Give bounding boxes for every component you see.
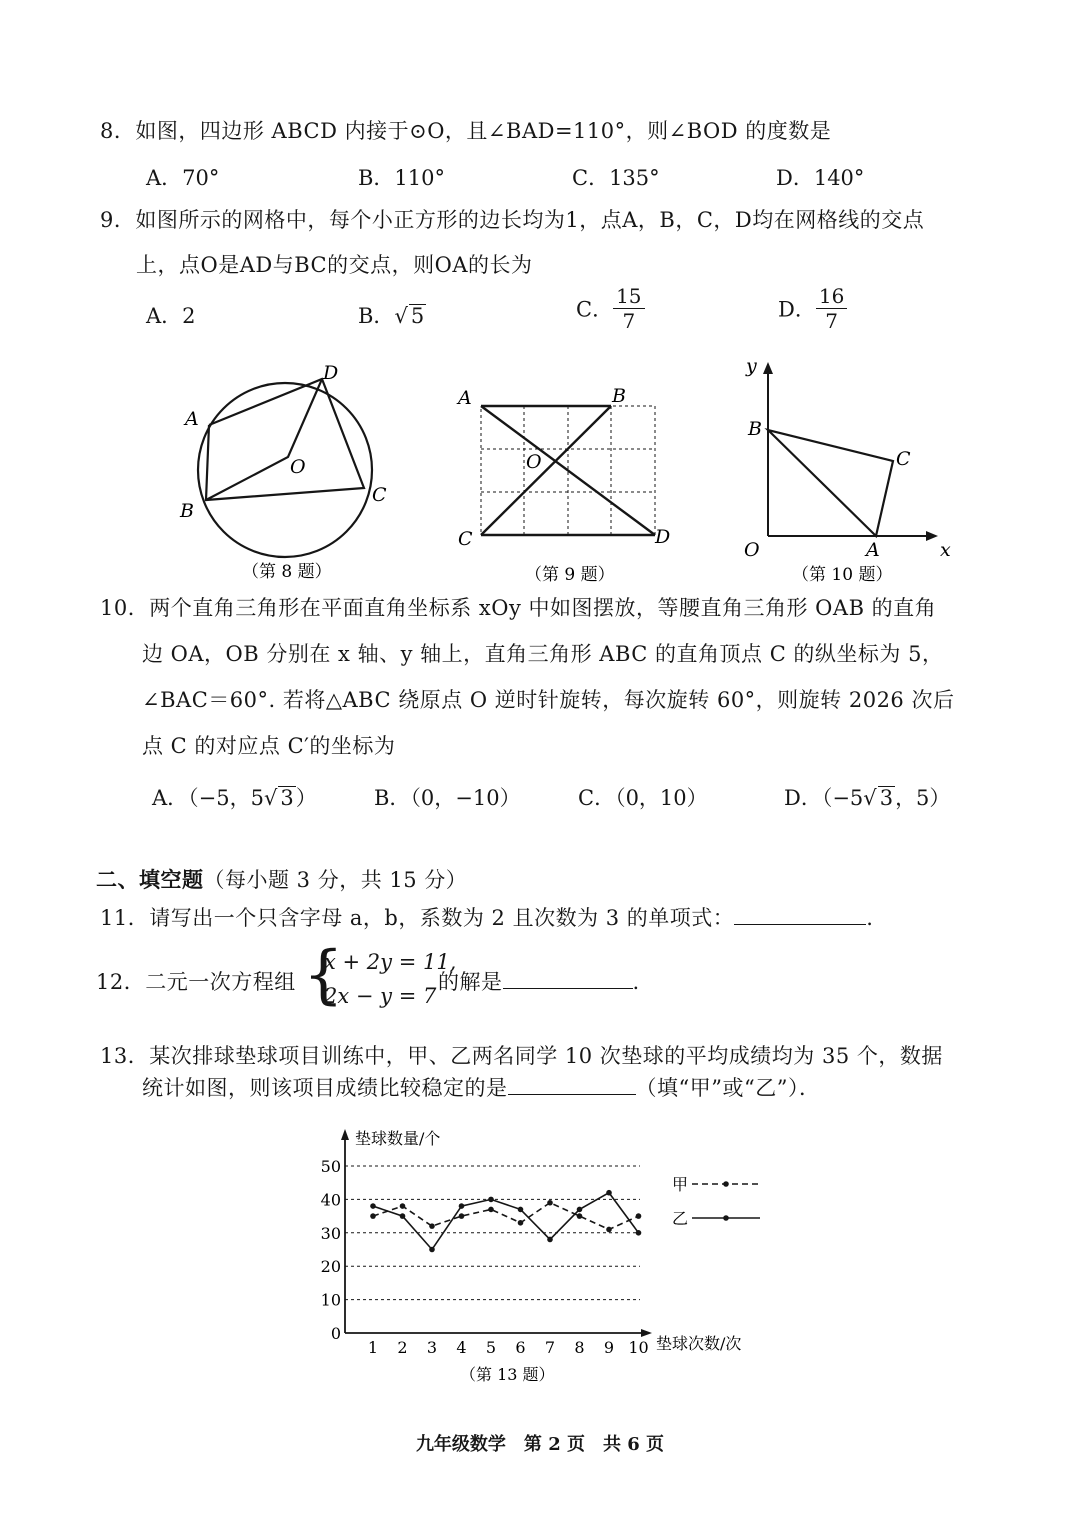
q10-number: 10． (100, 596, 150, 620)
q8 (100, 115, 831, 145)
q10-option-a-post: ） (295, 786, 317, 810)
fig8-caption: （第 8 题） (242, 562, 332, 582)
chart-point (547, 1237, 553, 1243)
fig10-label-o: O (744, 539, 760, 561)
q10-option-c: C．（0，10） (578, 786, 708, 810)
q9-option-c-label: C． (576, 297, 614, 322)
q12-equation-2: 2x − y = 7 (324, 984, 437, 1008)
chart-x-tick-label: 2 (397, 1338, 408, 1357)
q12-brace: { (303, 938, 344, 1012)
q9-text-2: 上，点O是AD与BC的交点，则OA的长为 (136, 253, 533, 277)
q9-option-c (576, 284, 645, 333)
chart-x-tick-label: 1 (367, 1338, 379, 1357)
q10-text-3: ∠BAC＝60°. 若将△ABC 绕原点 O 逆时针旋转，每次旋转 60°，则旋转 2026 次后 (142, 688, 955, 712)
q8-option-a: A．70° (146, 166, 220, 190)
q13-line1 (100, 1040, 943, 1070)
q9-option-b: B．√ 5 (358, 304, 425, 328)
section-2-title: 二、填空题 (96, 867, 204, 892)
chart-y-tick-label: 0 (330, 1324, 341, 1343)
q10-text-1: 两个直角三角形在平面直角坐标系 xOy 中如图摆放，等腰直角三角形 OAB 的直角 (149, 596, 937, 620)
q9-number: 9． (100, 208, 136, 232)
q10-line1 (100, 592, 936, 622)
q10-option-b: B．（0，−10） (374, 786, 521, 810)
chart-y-tick-label: 30 (320, 1223, 341, 1243)
q11-text: 请写出一个只含字母 a，b，系数为 2 且次数为 3 的单项式： (149, 906, 735, 930)
chart-x-tick-label: 7 (544, 1338, 556, 1357)
fig8-label-c: C (372, 484, 387, 506)
q13-line-chart (300, 1118, 800, 1408)
q10-option-a-pre: A．（−5，5 (152, 786, 264, 810)
q10-option-a-radicand: 3 (280, 786, 294, 810)
chart-x-label: 垫球次数/次 (656, 1334, 742, 1353)
q12-end: . (632, 970, 640, 994)
chart-grid (345, 1166, 640, 1300)
chart-point (518, 1207, 524, 1213)
section-2-note: （每小题 3 分，共 15 分） (203, 868, 468, 892)
q9-option-d-numerator: 16 (816, 284, 847, 309)
q9-option-b-label: B． (358, 304, 395, 328)
fig10-x-arrow (926, 531, 938, 541)
q12-number-pre (96, 966, 296, 996)
q9-option-d-denominator: 7 (825, 309, 838, 333)
chart-series-line-2 (373, 1193, 639, 1250)
q9-option-d-fraction (816, 284, 847, 333)
chart-point (400, 1213, 406, 1219)
q9-option-b-radicand: 5 (410, 304, 425, 328)
chart-y-arrow (341, 1129, 349, 1140)
chart-x-tick-label: 10 (628, 1338, 649, 1357)
fig10-label-c: C (896, 448, 911, 470)
chart-series (370, 1190, 641, 1252)
fig9-label-b: B (612, 385, 626, 407)
q13-text-1: 某次排球垫球项目训练中，甲、乙两名同学 10 次垫球的平均成绩均为 35 个，数据 (149, 1044, 943, 1068)
chart-x-tick-label: 8 (574, 1338, 585, 1357)
chart-point (429, 1223, 435, 1229)
chart-y-tick-label: 10 (320, 1290, 341, 1310)
chart-x-tick-label: 9 (603, 1338, 615, 1357)
chart-point (606, 1227, 612, 1233)
fig10-triangle (768, 430, 893, 536)
chart-y-tick-label: 50 (320, 1157, 341, 1176)
fig10-caption: （第 10 题） (792, 565, 893, 585)
q13-number: 13． (100, 1044, 150, 1068)
q8-text: 如图，四边形 ABCD 内接于⊙O，且∠BAD=110°，则∠BOD 的度数是 (135, 119, 832, 143)
chart-point (636, 1230, 642, 1236)
q13-text-2-post: （填“甲”或“乙”）． (635, 1076, 821, 1100)
figure-10 (730, 350, 970, 590)
q9-line1 (100, 204, 924, 234)
fig8-label-o: O (290, 456, 306, 478)
fig9-label-c: C (458, 528, 473, 550)
chart-point (577, 1207, 583, 1213)
fig8-label-a: A (185, 408, 199, 430)
chart-y-tick-label: 40 (320, 1190, 341, 1210)
q12-post-text: 的解是 (438, 970, 503, 994)
chart-point (459, 1213, 465, 1219)
q8-option-d: D．140° (776, 166, 865, 190)
section-2-heading (96, 864, 467, 894)
chart-legend-label: 甲 (672, 1175, 689, 1194)
chart-point (400, 1203, 406, 1209)
chart-y-ticks (321, 1157, 341, 1343)
q10-option-d-radicand: 3 (879, 786, 894, 810)
chart-point (606, 1190, 612, 1196)
chart-x-tick-label: 4 (456, 1338, 467, 1357)
chart-point (370, 1203, 376, 1209)
q11-end: . (866, 906, 874, 930)
q13-answer-blank[interactable] (508, 1074, 636, 1095)
q12-pre: 二元一次方程组 (145, 970, 296, 994)
fig8-quadrilateral (206, 379, 364, 500)
q9-text-1: 如图所示的网格中，每个小正方形的边长均为1，点A，B，C，D均在网格线的交点 (135, 208, 925, 232)
chart-x-tick-label: 5 (485, 1338, 497, 1357)
chart-legend-marker (723, 1215, 729, 1221)
fig9-caption: （第 9 题） (525, 565, 615, 585)
chart-legend-marker (723, 1181, 729, 1187)
q10-option-d-post: ，5） (895, 786, 951, 810)
chart-point (459, 1203, 465, 1209)
chart-point (429, 1247, 435, 1253)
chart-point (488, 1197, 494, 1203)
q10-option-a: A．（−5，5√ 3） (152, 786, 317, 810)
q10-text-2: 边 OA，OB 分别在 x 轴、y 轴上，直角三角形 ABC 的直角顶点 C 的纵坐标为 5， (142, 642, 944, 666)
figure-9 (450, 380, 690, 590)
fig8-label-b: B (180, 500, 194, 522)
fig10-label-y: y (746, 355, 757, 377)
fig9-label-o: O (526, 451, 542, 473)
chart-point (577, 1213, 583, 1219)
chart-point (370, 1213, 376, 1219)
fig10-label-b: B (748, 418, 762, 440)
q13-text-2: 统计如图，则该项目成绩比较稳定的是 (142, 1076, 508, 1100)
chart-y-label: 垫球数量/个 (355, 1129, 441, 1148)
q11-number: 11． (100, 906, 150, 930)
chart-series-line-1 (373, 1203, 639, 1230)
q9-option-a: A．2 (146, 304, 196, 328)
chart-point (636, 1213, 642, 1219)
chart-x-ticks (368, 1338, 649, 1357)
fig9-label-a: A (458, 387, 472, 409)
fig9-label-d: D (655, 526, 671, 548)
q12-post (438, 966, 640, 996)
figure-8 (170, 355, 410, 585)
fig10-y-arrow (763, 362, 773, 374)
fig8-angle-bod (206, 379, 322, 500)
q12-answer-blank[interactable] (503, 968, 633, 989)
q12-equation-1: x + 2y = 11, (324, 950, 457, 974)
fig8-circle (198, 383, 372, 557)
q10-text-4: 点 C 的对应点 C′的坐标为 (142, 734, 396, 758)
q8-number: 8． (100, 119, 136, 143)
chart-x-arrow (641, 1329, 652, 1337)
chart-legend-label: 乙 (672, 1209, 689, 1228)
q13-line2 (142, 1072, 820, 1102)
page-footer: 九年级数学 第 2 页 共 6 页 (415, 1434, 665, 1455)
fig10-label-x: x (940, 539, 951, 561)
chart-y-tick-label: 20 (320, 1257, 341, 1277)
q8-option-b: B．110° (358, 166, 446, 190)
fig8-label-d: D (323, 362, 339, 384)
chart-x-tick-label: 3 (426, 1338, 438, 1357)
q11 (100, 902, 873, 932)
chart-x-tick-label: 6 (515, 1338, 526, 1357)
chart-legend (672, 1175, 760, 1228)
q10-option-d-pre: D．（−5 (784, 786, 864, 810)
q11-answer-blank[interactable] (734, 904, 866, 925)
q12-number: 12． (96, 970, 146, 994)
chart-point (547, 1200, 553, 1206)
q10-option-d: D．（−5√ 3，5） (784, 786, 951, 810)
chart-point (518, 1220, 524, 1226)
q9-option-c-denominator: 7 (622, 309, 636, 333)
fig10-label-a: A (866, 539, 880, 561)
q9-option-d-label: D． (778, 297, 816, 322)
q9-option-d (778, 284, 847, 333)
chart-caption: （第 13 题） (460, 1365, 555, 1384)
q9-option-c-fraction (613, 284, 644, 333)
q9-option-c-numerator: 15 (613, 284, 644, 309)
q8-option-c: C．135° (572, 166, 660, 190)
chart-point (488, 1207, 494, 1213)
